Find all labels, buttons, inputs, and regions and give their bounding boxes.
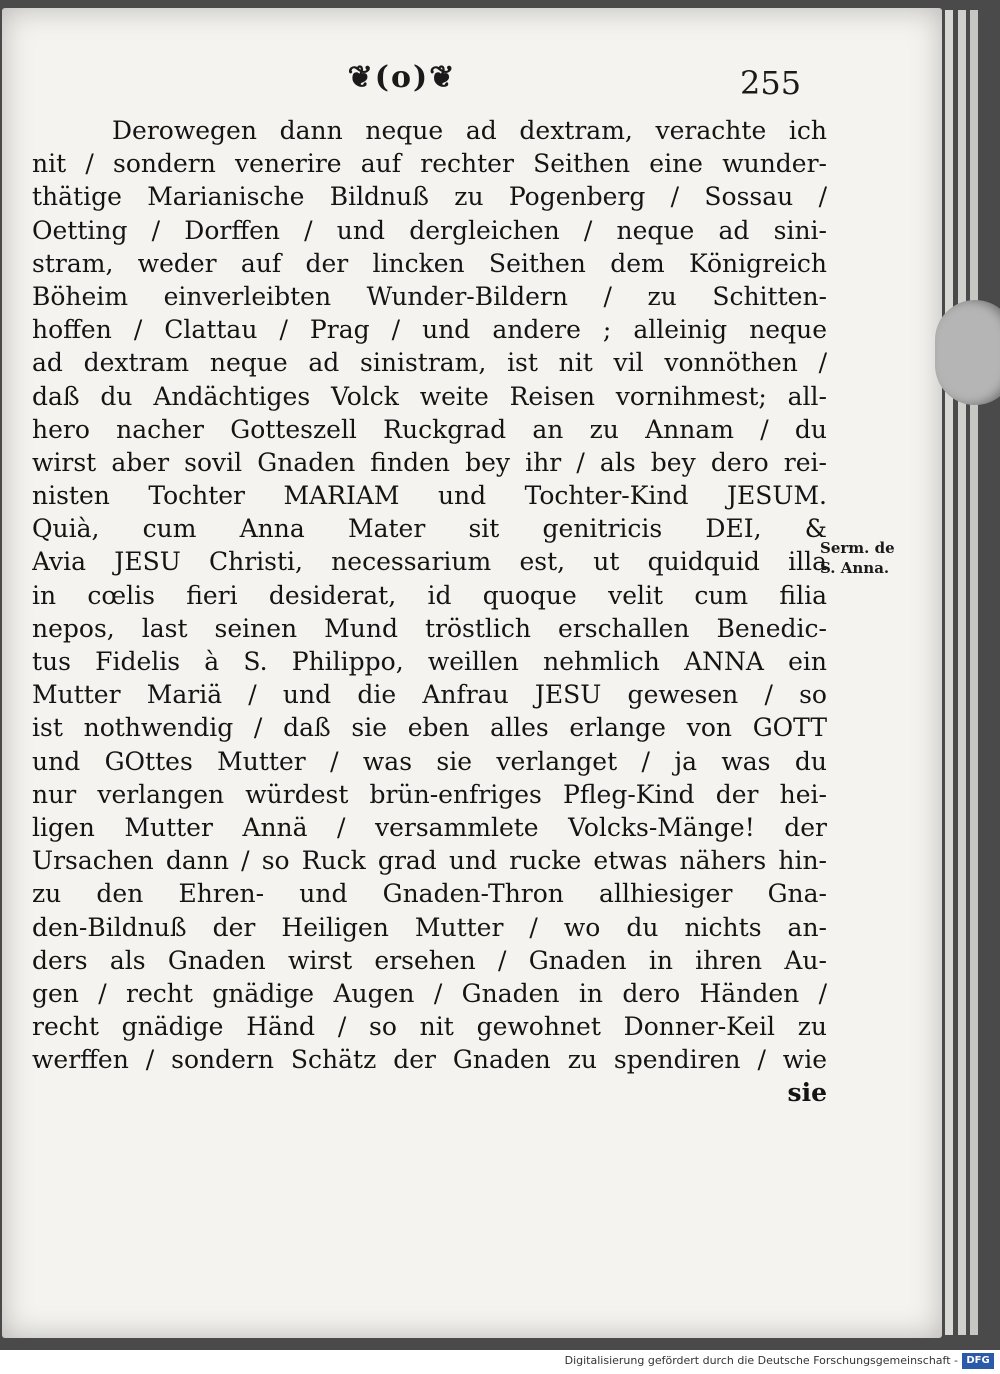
margin-note [820,538,920,578]
text-line: gen / recht gnädige Augen / Gnaden in dero Händen / [32,978,827,1008]
text-line: nur verlangen würdest brün-enfriges Pfleg-Kind der hei- [32,779,827,809]
text-line: Derowegen dann neque ad dextram, verachte ich [112,116,827,145]
catchword: sie [787,1078,827,1108]
text-line: wirst aber sovil Gnaden finden bey ihr / als bey dero rei- [32,447,827,477]
text-line: Avia JESU Christi, necessarium est, ut quidquid illa [32,547,827,577]
book-page [2,8,942,1338]
text-line: Oetting / Dorffen / und dergleichen / neque ad sini- [32,215,827,245]
footer-bar [0,1350,1000,1374]
margin-note-line: Serm. de [820,539,895,557]
text-line: tus Fidelis à S. Philippo, weillen nehmlich ANNA ein [32,647,827,676]
text-line: recht gnädige Händ / so nit gewohnet Donner-Keil zu [32,1012,827,1042]
text-line: nepos, last seinen Mund tröstlich erschallen Benedic- [32,613,827,643]
text-line: Quià, cum Anna Mater sit genitricis DEI, & [32,514,827,544]
text-line: Ursachen dann / so Ruck grad und rucke etwas nähers hin- [32,846,827,876]
text-line: in cœlis fieri desiderat, id quoque velit cum filia [32,580,827,610]
text-line: ligen Mutter Annä / versammlete Volcks-Mänge! der [32,812,827,842]
dfg-logo-icon: DFG [962,1353,994,1369]
header-ornament: ❦(o)❦ [347,60,457,95]
page-edge [970,10,978,1335]
text-line: zu den Ehren- und Gnaden-Thron allhiesiger Gna- [32,879,827,909]
footer-credit: Digitalisierung gefördert durch die Deutsche Forschungsgemeinschaft - [564,1354,958,1367]
text-line: nisten Tochter MARIAM und Tochter-Kind JESUM. [32,481,827,511]
text-line: ders als Gnaden wirst ersehen / Gnaden in ihren Au- [32,945,827,975]
page-edge [958,10,966,1335]
thumb-holding-page [935,300,1000,405]
text-line: Mutter Mariä / und die Anfrau JESU gewesen / so [32,680,827,710]
text-line: thätige Marianische Bildnuß zu Pogenberg / Sossau / [32,182,827,212]
text-line: nit / sondern venerire auf rechter Seithen eine wunder- [32,149,827,179]
margin-note-line: S. Anna. [820,559,890,577]
text-line: den-Bildnuß der Heiligen Mutter / wo du nichts an- [32,912,827,942]
page-number: 255 [740,64,802,102]
page-edge [945,10,953,1335]
page-header [2,56,942,106]
text-line: daß du Andächtiges Volck weite Reisen vornihmest; all- [32,381,827,411]
text-line: ist nothwendig / daß sie eben alles erlange von GOTT [32,713,827,743]
text-line: und GOttes Mutter / was sie verlanget / ja was du [32,746,827,776]
text-line: hoffen / Clattau / Prag / und andere ; alleinig neque [32,315,827,345]
text-line: stram, weder auf der lincken Seithen dem Königreich [32,248,827,278]
text-line: Böheim einverleibten Wunder-Bildern / zu Schitten- [32,281,827,311]
text-line: ad dextram neque ad sinistram, ist nit vil vonnöthen / [32,348,827,378]
text-line: werffen / sondern Schätz der Gnaden zu spendiren / wie [32,1045,827,1075]
body-text [32,114,827,1110]
text-line: hero nacher Gotteszell Ruckgrad an zu Annam / du [32,414,827,444]
